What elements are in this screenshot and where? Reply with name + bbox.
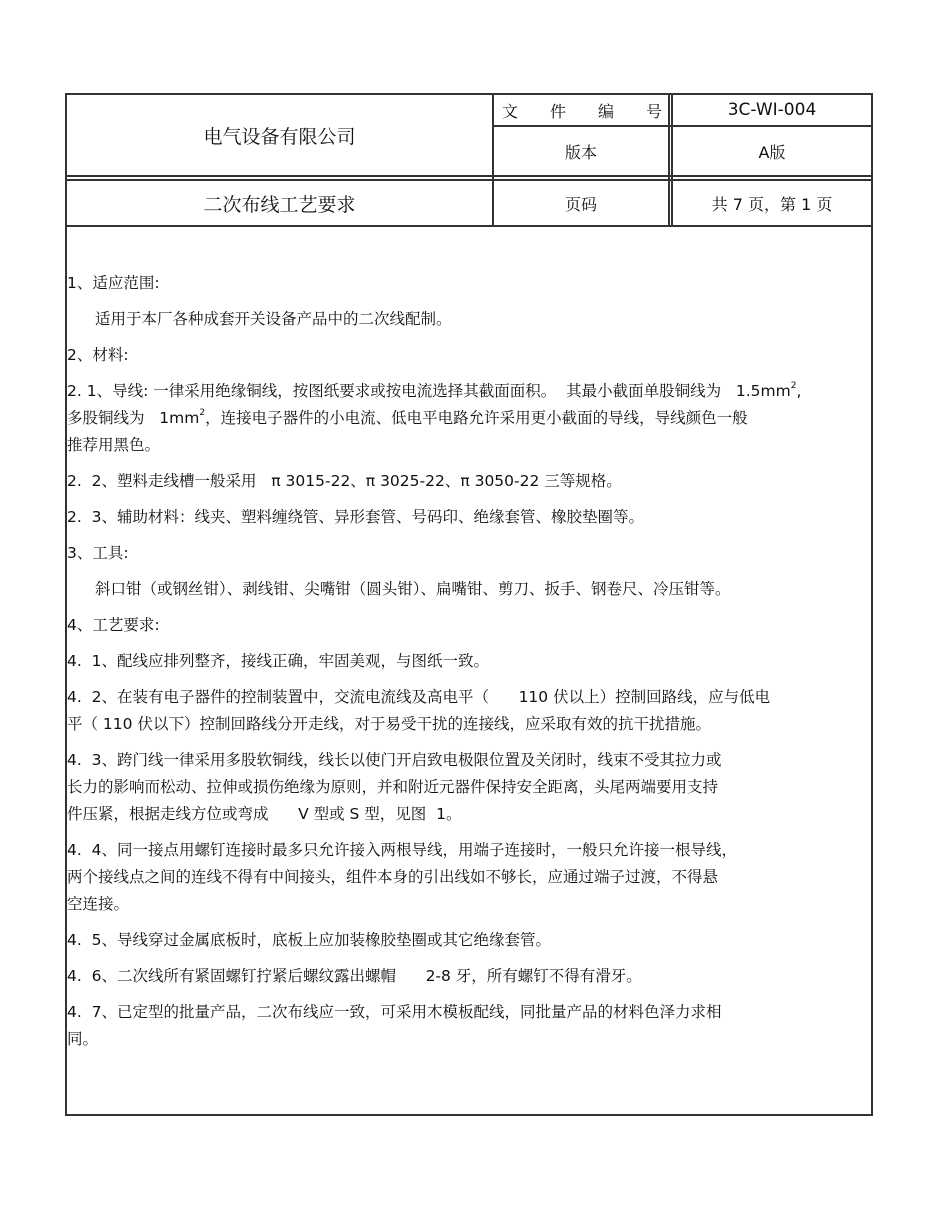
section-3-heading: 3、工具: xyxy=(67,544,129,562)
doc-number-label-char: 文 xyxy=(502,101,519,121)
doc-number-label-char: 编 xyxy=(597,101,614,121)
section-4-7-line-2: 同。 xyxy=(67,1030,99,1048)
section-4-2-line-2: 平（ 110 伏以下）控制回路线分开走线，对于易受干扰的连接线，应采取有效的抗干扰措施。 xyxy=(67,715,711,733)
doc-number-label xyxy=(494,95,668,125)
section-4-6: 4. 6、二次线所有紧固螺钉拧紧后螺纹露出螺帽 2-8 牙，所有螺钉不得有滑牙。 xyxy=(67,967,642,985)
version-label: 版本 xyxy=(564,142,597,162)
header-divider-2 xyxy=(65,175,873,177)
section-4-1: 4. 1、配线应排列整齐，接线正确，牢固美观，与图纸一致。 xyxy=(67,652,490,670)
section-4-7-line-1: 4. 7、已定型的批量产品，二次布线应一致，可采用木模板配线，同批量产品的材料色泽力求相 xyxy=(67,1003,722,1021)
section-4-3-line-2: 长力的影响而松动、拉伸或损伤绝缘为原则，并和附近元器件保持安全距离，头尾两端要用支持 xyxy=(67,778,719,796)
section-1-heading: 1、适应范围: xyxy=(67,274,160,292)
page-value: 共 7 页，第 1 页 xyxy=(711,194,833,214)
section-2-heading: 2、材料: xyxy=(67,346,129,364)
section-2-2: 2. 2、塑料走线槽一般采用 π 3015-22、π 3025-22、π 3050-22 三等规格。 xyxy=(67,472,622,490)
version-value: A版 xyxy=(758,142,786,162)
doc-number-label-char: 件 xyxy=(549,101,566,121)
doc-number-value: 3C-WI-004 xyxy=(727,100,817,120)
header-divider-3 xyxy=(65,225,873,227)
section-4-5: 4. 5、导线穿过金属底板时，底板上应加装橡胶垫圈或其它绝缘套管。 xyxy=(67,931,552,949)
doc-number-label-char: 号 xyxy=(645,101,662,121)
section-4-4-line-3: 空连接。 xyxy=(67,895,130,913)
page-label: 页码 xyxy=(564,194,597,214)
section-4-3-line-1: 4. 3、跨门线一律采用多股软铜线，线长以使门开启致电极限位置及关闭时，线束不受其拉力或 xyxy=(67,751,722,769)
section-1-text: 适用于本厂各种成套开关设备产品中的二次线配制。 xyxy=(95,310,452,328)
section-2-1-line-2: 多股铜线为 $1mm^2$，连接电子器件的小电流、低电平电路允许采用更小截面的导线，导线颜色一般 xyxy=(67,408,748,427)
document-title: 二次布线工艺要求 xyxy=(203,193,356,216)
section-4-2-line-1: 4. 2、在装有电子器件的控制装置中，交流电流线及高电平（ 110 伏以上）控制回路线，应与低电 xyxy=(67,688,771,706)
section-4-4-line-2: 两个接线点之间的连线不得有中间接头，组件本身的引出线如不够长，应通过端子过渡，不得悬 xyxy=(67,868,719,886)
section-4-heading: 4、工艺要求: xyxy=(67,616,160,634)
section-3-text: 斜口钳（或钢丝钳）、剥线钳、尖嘴钳（圆头钳）、扁嘴钳、剪刀、扳手、钢卷尺、冷压钳等。 xyxy=(95,580,731,598)
section-4-4-line-1: 4. 4、同一接点用螺钉连接时最多只允许接入两根导线，用端子连接时，一般只允许接一根导线， xyxy=(67,841,738,859)
header-col-divider-2 xyxy=(668,93,670,226)
section-2-1-line-3: 推荐用黑色。 xyxy=(67,436,161,454)
company-name: 电气设备有限公司 xyxy=(203,125,356,148)
section-4-3-line-3: 件压紧，根据走线方位或弯成 V 型或 S 型，见图 1。 xyxy=(67,805,462,823)
document-body xyxy=(67,230,857,1053)
section-2-3: 2. 3、辅助材料：线夹、塑料缠绕管、异形套管、号码印、绝缘套管、橡胶垫圈等。 xyxy=(67,508,645,526)
section-2-1-line-1: 2. 1、导线: 一律采用绝缘铜线，按图纸要求或按电流选择其截面面积。 其最小截面单股铜线为 $1.5mm^2$, xyxy=(67,381,802,400)
